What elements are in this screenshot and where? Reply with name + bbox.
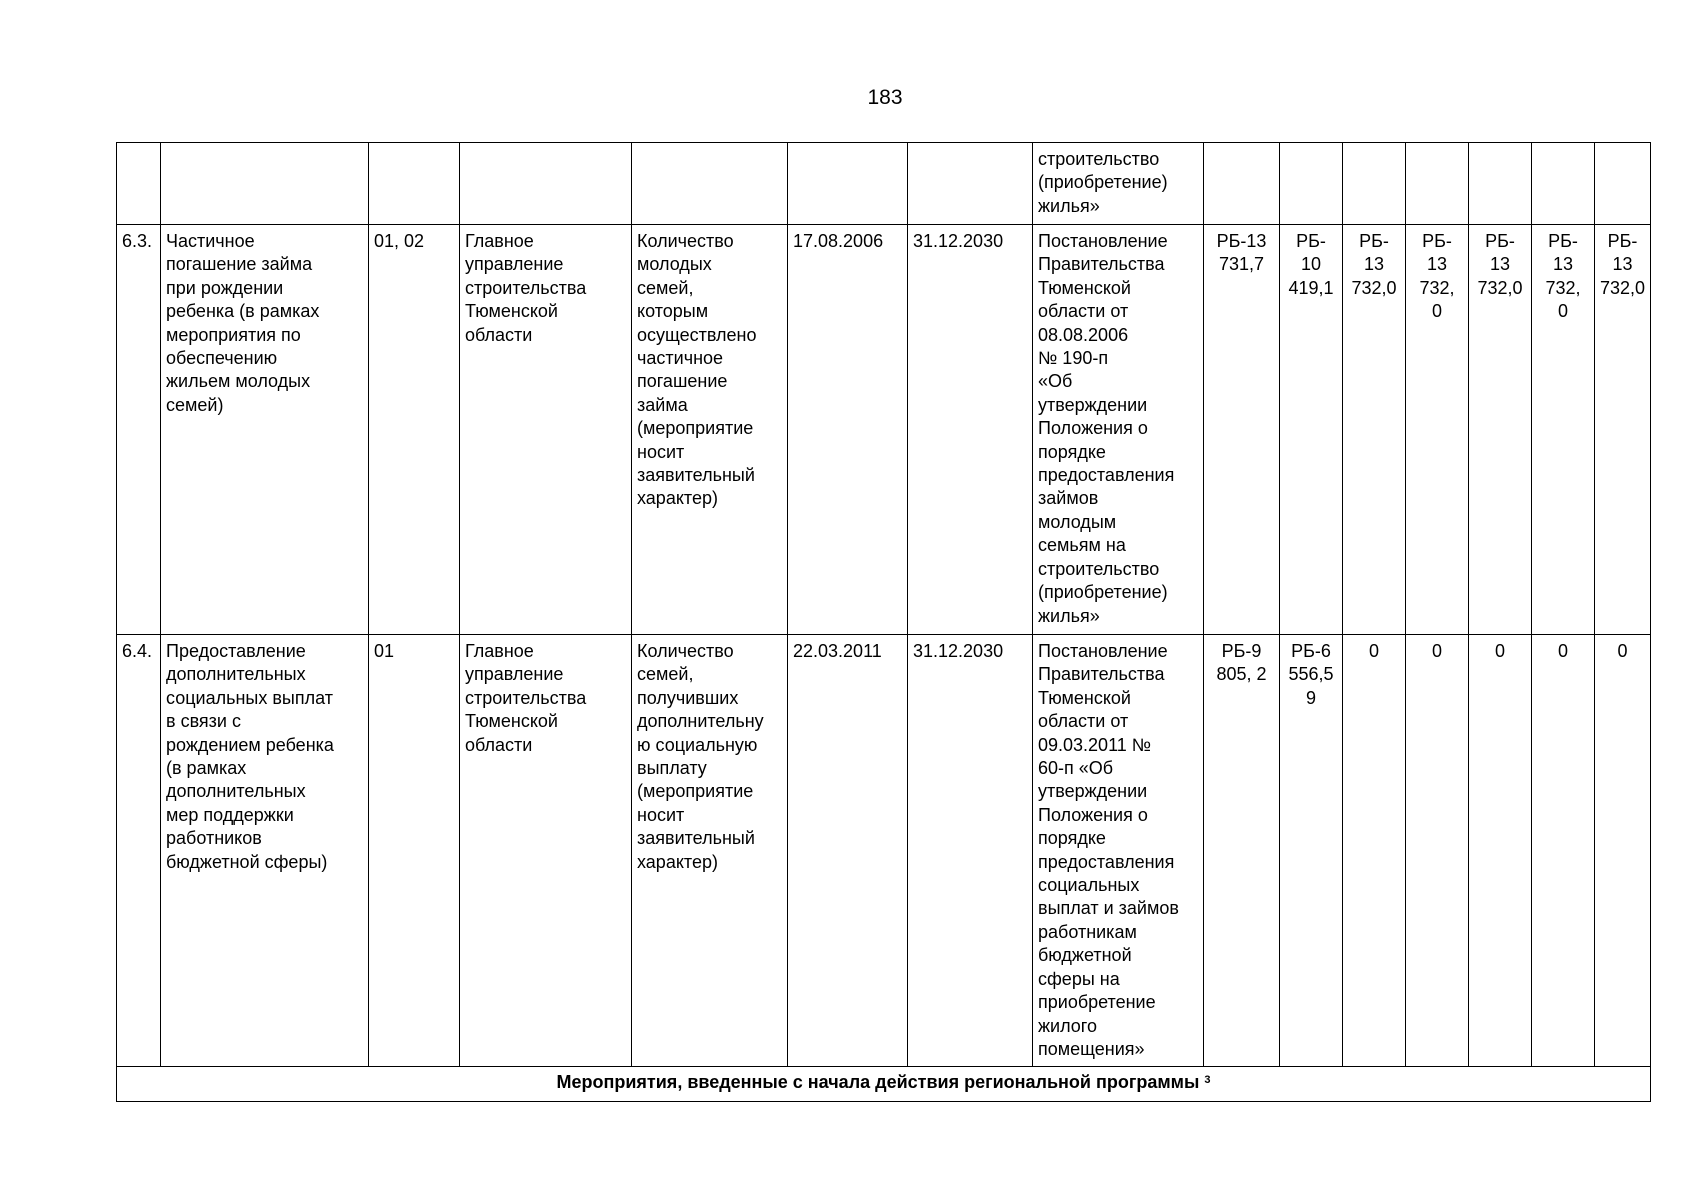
table-row bbox=[117, 143, 1651, 225]
cell-fin-2020: РБ- 10 419,1 bbox=[1280, 225, 1343, 635]
table-row bbox=[117, 225, 1651, 635]
cell-fin-2021 bbox=[1343, 143, 1406, 225]
cell-fin-2022: РБ- 13 732, 0 bbox=[1406, 225, 1469, 635]
cell-indicator bbox=[632, 143, 788, 225]
cell-code: 01, 02 bbox=[369, 225, 460, 635]
section-footnote: 3 bbox=[1204, 1074, 1211, 1086]
cell-fin-2022 bbox=[1406, 143, 1469, 225]
cell-executor: Главное управление строительства Тюменской области bbox=[460, 225, 632, 635]
cell-fin-2019 bbox=[1204, 143, 1280, 225]
cell-number: 6.3. bbox=[117, 225, 161, 635]
cell-start-date: 17.08.2006 bbox=[788, 225, 908, 635]
cell-fin-2022: 0 bbox=[1406, 635, 1469, 1067]
cell-code: 01 bbox=[369, 635, 460, 1067]
cell-start-date: 22.03.2011 bbox=[788, 635, 908, 1067]
page-number: 183 bbox=[867, 86, 903, 109]
cell-end-date bbox=[908, 143, 1033, 225]
cell-indicator: Количество семей, получивших дополнительну ю социальную выплату (мероприятие носит заявительный характер) bbox=[632, 635, 788, 1067]
section-row bbox=[117, 1067, 1651, 1102]
cell-fin-2024: 0 bbox=[1532, 635, 1595, 1067]
cell-fin-2020 bbox=[1280, 143, 1343, 225]
cell-fin-2024 bbox=[1532, 143, 1595, 225]
cell-legal-act: Постановление Правительства Тюменской области от 09.03.2011 № 60-п «Об утверждении Положения о порядке предоставления социальных выплат и займов работникам бюджетной сферы на приобретение жилого помещения» bbox=[1033, 635, 1204, 1067]
cell-fin-2025: 0 bbox=[1595, 635, 1651, 1067]
section-title-cell bbox=[117, 1067, 1651, 1102]
cell-indicator: Количество молодых семей, которым осуществлено частичное погашение займа (мероприятие носит заявительный характер) bbox=[632, 225, 788, 635]
cell-fin-2019: РБ-9 805, 2 bbox=[1204, 635, 1280, 1067]
cell-fin-2023: 0 bbox=[1469, 635, 1532, 1067]
cell-end-date: 31.12.2030 bbox=[908, 635, 1033, 1067]
cell-fin-2021: РБ- 13 732,0 bbox=[1343, 225, 1406, 635]
cell-fin-2020: РБ-6 556,5 9 bbox=[1280, 635, 1343, 1067]
program-measures-table bbox=[116, 142, 1651, 1102]
cell-measure-name: Предоставление дополнительных социальных выплат в связи с рождением ребенка (в рамках дополнительных мер поддержки работников бюджетной сферы) bbox=[161, 635, 369, 1067]
cell-fin-2025: РБ- 13 732,0 bbox=[1595, 225, 1651, 635]
cell-fin-2023: РБ- 13 732,0 bbox=[1469, 225, 1532, 635]
section-title: Мероприятия, введенные с начала действия региональной программы bbox=[556, 1072, 1200, 1092]
cell-measure-name: Частичное погашение займа при рождении ребенка (в рамках мероприятия по обеспечению жильем молодых семей) bbox=[161, 225, 369, 635]
cell-fin-2024: РБ- 13 732, 0 bbox=[1532, 225, 1595, 635]
cell-legal-act: Постановление Правительства Тюменской области от 08.08.2006 № 190-п «Об утверждении Положения о порядке предоставления займов молодым семьям на строительство (приобретение) жилья» bbox=[1033, 225, 1204, 635]
cell-number: 6.4. bbox=[117, 635, 161, 1067]
table-row bbox=[117, 635, 1651, 1067]
cell-number bbox=[117, 143, 161, 225]
cell-fin-2023 bbox=[1469, 143, 1532, 225]
cell-fin-2019: РБ-13 731,7 bbox=[1204, 225, 1280, 635]
cell-code bbox=[369, 143, 460, 225]
cell-end-date: 31.12.2030 bbox=[908, 225, 1033, 635]
cell-fin-2021: 0 bbox=[1343, 635, 1406, 1067]
cell-legal-act: строительство (приобретение) жилья» bbox=[1033, 143, 1204, 225]
cell-measure-name bbox=[161, 143, 369, 225]
cell-fin-2025 bbox=[1595, 143, 1651, 225]
cell-executor: Главное управление строительства Тюменской области bbox=[460, 635, 632, 1067]
cell-start-date bbox=[788, 143, 908, 225]
cell-executor bbox=[460, 143, 632, 225]
